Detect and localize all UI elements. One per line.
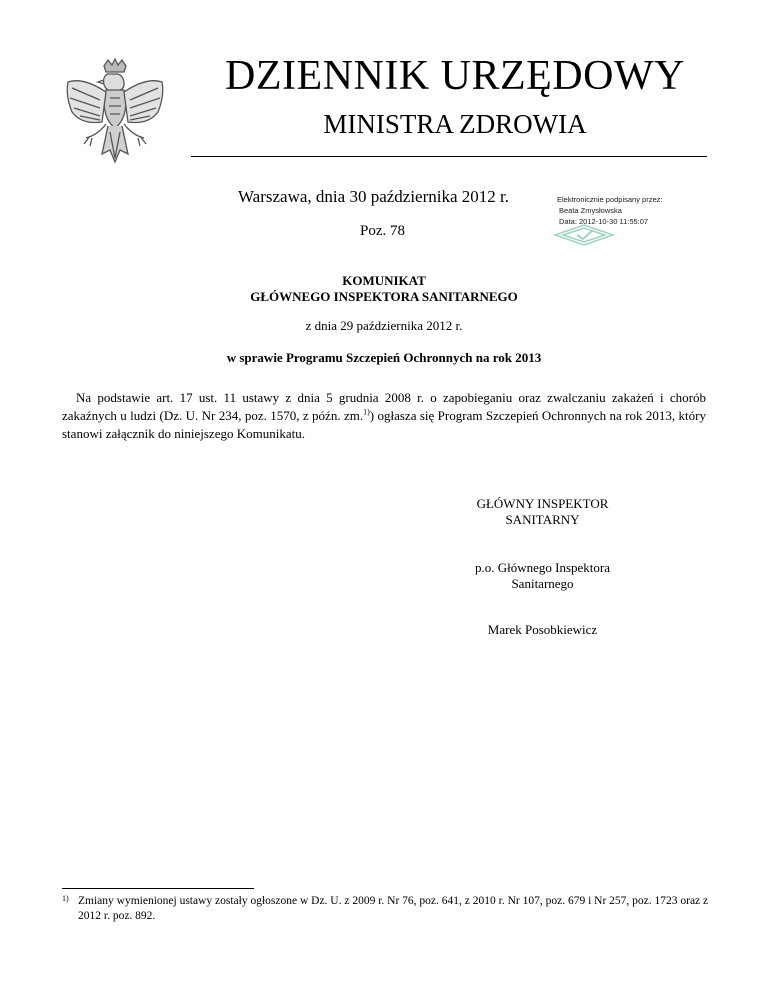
signature-date: Data: 2012-10-30 11:55:07	[559, 217, 649, 226]
journal-title: DZIENNIK URZĘDOWY	[225, 53, 685, 99]
footnote-text: Zmiany wymienionej ustawy zostały ogłoszone w Dz. U. z 2009 r. Nr 76, poz. 641, z 2010 r. Nr 107, poz. 679 i Nr 257, poz. 1723 oraz z 2012 r. poz. 892.	[78, 895, 709, 922]
signatory-role	[440, 496, 645, 528]
header-divider	[191, 156, 707, 157]
document-type-line1: KOMUNIKAT	[342, 273, 426, 288]
signatory-role-line2: SANITARNY	[505, 512, 580, 527]
position-number: Poz. 78	[360, 223, 405, 239]
signature-signer: Beata Zmysłowska	[559, 206, 622, 215]
footnote-number: 1)	[62, 894, 69, 903]
signatory-role-line1: GŁÓWNY INSPEKTOR	[476, 496, 609, 511]
signature-label: Elektronicznie podpisany przez:	[557, 195, 663, 204]
signature-check-icon	[553, 223, 615, 247]
journal-subtitle: MINISTRA ZDROWIA	[323, 109, 587, 139]
document-subject: w sprawie Programu Szczepień Ochronnych na rok 2013	[226, 350, 542, 365]
document-body	[62, 389, 706, 443]
publication-date: Warszawa, dnia 30 października 2012 r.	[238, 187, 509, 206]
document-type-line2: GŁÓWNEGO INSPEKTORA SANITARNEGO	[250, 289, 518, 304]
polish-eagle-emblem-icon	[62, 58, 168, 168]
footnote-divider	[62, 888, 254, 889]
signatory-name: Marek Posobkiewicz	[487, 622, 598, 637]
document-type	[0, 273, 768, 305]
signatory-acting-line2: Sanitarnego	[511, 576, 574, 591]
footnote	[62, 894, 710, 924]
signatory-acting	[440, 560, 645, 592]
body-text-part2: ) ogłasza się Program Szczepień Ochronnych na rok 2013, który stanowi załącznik do niniejszego Komunikatu.	[62, 408, 706, 441]
signatory-acting-line1: p.o. Głównego Inspektora	[474, 560, 611, 575]
body-text-part1: Na podstawie art. 17 ust. 11 ustawy z dnia 5 grudnia 2008 r. o zapobieganiu oraz zwalczaniu zakażeń i chorób zakaźnych u ludzi (Dz. U. Nr 234, poz. 1570, z późn. zm.	[62, 390, 706, 423]
footnote-reference[interactable]: 1)	[363, 407, 370, 417]
document-issued-date: z dnia 29 października 2012 r.	[305, 318, 463, 333]
